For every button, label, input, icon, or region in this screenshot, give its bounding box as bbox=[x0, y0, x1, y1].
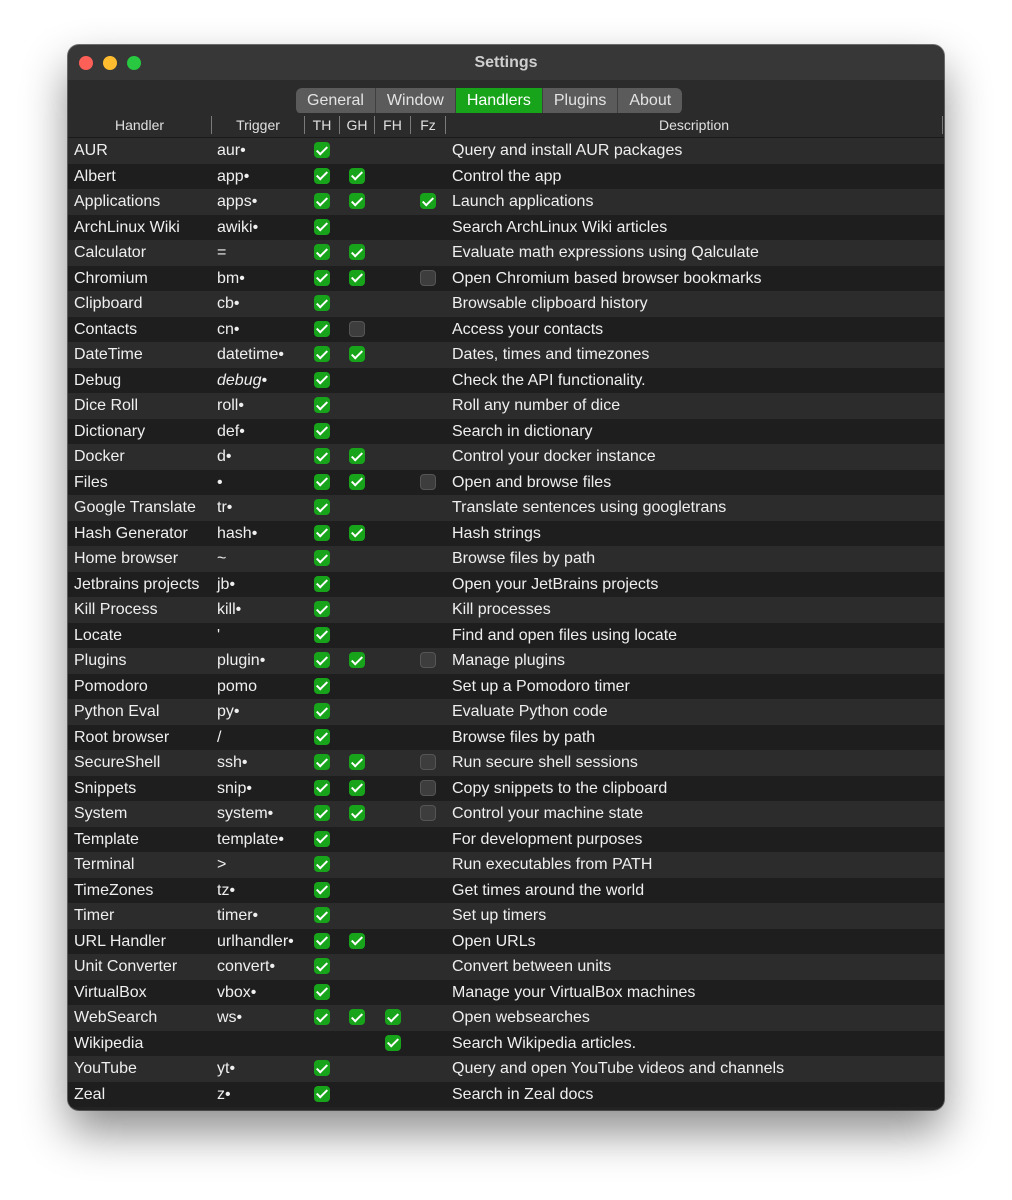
handler-name: URL Handler bbox=[74, 932, 166, 950]
handler-name: Debug bbox=[74, 371, 122, 389]
table-row[interactable] bbox=[68, 215, 944, 241]
table-row[interactable] bbox=[68, 903, 944, 929]
table-row[interactable] bbox=[68, 699, 944, 725]
column-header-gh[interactable]: GH bbox=[346, 117, 368, 133]
gh-checkbox[interactable] bbox=[349, 346, 365, 362]
tab-plugins[interactable]: Plugins bbox=[543, 88, 618, 114]
handler-description: Roll any number of dice bbox=[452, 397, 621, 414]
handler-description: Set up timers bbox=[452, 907, 547, 924]
handler-description: Control your docker instance bbox=[452, 448, 656, 465]
trigger-field[interactable]: jb• bbox=[217, 575, 236, 593]
table-row[interactable] bbox=[68, 648, 944, 674]
trigger-field[interactable]: system• bbox=[217, 805, 274, 822]
handler-description: For development purposes bbox=[452, 830, 643, 848]
handler-name: Applications bbox=[74, 193, 161, 210]
handler-description: Control the app bbox=[452, 167, 562, 185]
table-row[interactable] bbox=[68, 317, 944, 343]
trigger-field[interactable]: ws• bbox=[217, 1009, 243, 1026]
th-checkbox[interactable] bbox=[314, 780, 330, 796]
handler-name: Albert bbox=[74, 167, 116, 185]
trigger-field[interactable]: timer• bbox=[217, 907, 259, 924]
gh-checkbox[interactable] bbox=[349, 652, 365, 668]
handler-description: Convert between units bbox=[452, 958, 612, 975]
trigger-field[interactable]: snip• bbox=[217, 779, 252, 797]
handlers-table-body bbox=[68, 138, 944, 1107]
gh-checkbox[interactable] bbox=[349, 168, 365, 184]
table-row[interactable] bbox=[68, 827, 944, 853]
th-checkbox[interactable] bbox=[314, 601, 330, 617]
table-row[interactable] bbox=[68, 929, 944, 955]
gh-checkbox[interactable] bbox=[349, 448, 365, 464]
table-row[interactable] bbox=[68, 980, 944, 1006]
table-row[interactable] bbox=[68, 572, 944, 598]
table-header bbox=[68, 113, 944, 138]
gh-checkbox[interactable] bbox=[349, 270, 365, 286]
tab-about[interactable]: About bbox=[629, 92, 672, 109]
tab-window[interactable]: Window bbox=[376, 88, 456, 114]
th-checkbox[interactable] bbox=[314, 372, 330, 388]
handler-description: Access your contacts bbox=[452, 320, 604, 338]
handler-name: DateTime bbox=[74, 346, 143, 363]
handler-description: Find and open files using locate bbox=[452, 626, 678, 644]
th-checkbox[interactable] bbox=[314, 499, 330, 515]
trigger-field[interactable]: z• bbox=[217, 1085, 231, 1103]
trigger-field[interactable]: aur• bbox=[217, 142, 246, 159]
column-header-fh[interactable]: FH bbox=[383, 117, 402, 133]
column-header-description[interactable]: Description bbox=[658, 117, 730, 133]
th-checkbox[interactable] bbox=[314, 958, 330, 974]
table-row[interactable] bbox=[68, 674, 944, 700]
th-checkbox[interactable] bbox=[314, 423, 330, 439]
table-row[interactable] bbox=[68, 266, 944, 292]
table-row[interactable] bbox=[68, 393, 944, 419]
trigger-field[interactable]: tr• bbox=[217, 499, 233, 516]
handler-name: Zeal bbox=[74, 1085, 106, 1103]
gh-checkbox[interactable] bbox=[349, 805, 365, 821]
th-checkbox[interactable] bbox=[314, 754, 330, 770]
table-row[interactable] bbox=[68, 546, 944, 572]
trigger-field[interactable]: • bbox=[217, 473, 223, 491]
handler-name: Dictionary bbox=[74, 422, 146, 440]
handler-description: Browsable clipboard history bbox=[452, 295, 648, 312]
th-checkbox[interactable] bbox=[314, 627, 330, 643]
th-checkbox[interactable] bbox=[314, 474, 330, 490]
fz-checkbox[interactable] bbox=[420, 270, 436, 286]
trigger-field[interactable]: = bbox=[217, 244, 227, 261]
fz-checkbox[interactable] bbox=[420, 652, 436, 668]
handler-description: Launch applications bbox=[452, 193, 594, 210]
gh-checkbox[interactable] bbox=[349, 321, 365, 337]
table-row[interactable] bbox=[68, 725, 944, 751]
fz-checkbox[interactable] bbox=[420, 474, 436, 490]
trigger-field[interactable]: def• bbox=[217, 422, 245, 440]
handler-name: Unit Converter bbox=[74, 958, 178, 975]
tab-bar bbox=[296, 88, 682, 114]
handler-name: Contacts bbox=[74, 320, 138, 338]
table-row[interactable] bbox=[68, 342, 944, 368]
th-checkbox[interactable] bbox=[314, 244, 330, 260]
handler-description: Open websearches bbox=[452, 1009, 590, 1026]
th-checkbox[interactable] bbox=[314, 346, 330, 362]
handler-description: Open URLs bbox=[452, 932, 536, 950]
table-row[interactable] bbox=[68, 852, 944, 878]
handler-name: Pomodoro bbox=[74, 677, 148, 695]
th-checkbox[interactable] bbox=[314, 1060, 330, 1076]
handler-description: Hash strings bbox=[452, 524, 541, 542]
table-row[interactable] bbox=[68, 1082, 944, 1108]
th-checkbox[interactable] bbox=[314, 321, 330, 337]
gh-checkbox[interactable] bbox=[349, 244, 365, 260]
trigger-field[interactable]: template• bbox=[217, 830, 284, 848]
tab-general[interactable]: General bbox=[296, 88, 376, 114]
th-checkbox[interactable] bbox=[314, 142, 330, 158]
handler-name: Root browser bbox=[74, 728, 170, 746]
handler-name: Hash Generator bbox=[74, 524, 188, 542]
handler-description: Query and open YouTube videos and channels bbox=[452, 1060, 785, 1077]
handler-description: Control your machine state bbox=[452, 805, 644, 822]
gh-checkbox[interactable] bbox=[349, 525, 365, 541]
gh-checkbox[interactable] bbox=[349, 780, 365, 796]
table-row[interactable] bbox=[68, 470, 944, 496]
table-row[interactable] bbox=[68, 444, 944, 470]
handler-description: Get times around the world bbox=[452, 881, 645, 899]
th-checkbox[interactable] bbox=[314, 270, 330, 286]
table-row[interactable] bbox=[68, 240, 944, 266]
table-row[interactable] bbox=[68, 801, 944, 827]
trigger-field[interactable]: cb• bbox=[217, 295, 240, 312]
settings-window bbox=[68, 45, 944, 1110]
trigger-field[interactable]: kill• bbox=[217, 601, 242, 618]
table-row[interactable] bbox=[68, 750, 944, 776]
table-row[interactable] bbox=[68, 495, 944, 521]
th-checkbox[interactable] bbox=[314, 1009, 330, 1025]
th-checkbox[interactable] bbox=[314, 525, 330, 541]
table-row[interactable] bbox=[68, 623, 944, 649]
th-checkbox[interactable] bbox=[314, 652, 330, 668]
trigger-field[interactable]: plugin• bbox=[217, 652, 266, 669]
trigger-field[interactable]: hash• bbox=[217, 524, 258, 542]
handler-name: Google Translate bbox=[74, 499, 196, 516]
gh-checkbox[interactable] bbox=[349, 474, 365, 490]
trigger-field[interactable]: roll• bbox=[217, 397, 244, 414]
table-row[interactable] bbox=[68, 189, 944, 215]
gh-checkbox[interactable] bbox=[349, 193, 365, 209]
handler-description: Browse files by path bbox=[452, 728, 596, 746]
handler-name: Snippets bbox=[74, 779, 137, 797]
window-title: Settings bbox=[474, 54, 538, 71]
th-checkbox[interactable] bbox=[314, 448, 330, 464]
trigger-field[interactable]: ' bbox=[217, 626, 221, 644]
handler-name: Plugins bbox=[74, 652, 127, 669]
table-row[interactable] bbox=[68, 368, 944, 394]
fz-checkbox[interactable] bbox=[420, 754, 436, 770]
handler-name: Files bbox=[74, 473, 108, 491]
table-row[interactable] bbox=[68, 521, 944, 547]
handler-description: Translate sentences using googletrans bbox=[452, 499, 727, 516]
table-row[interactable] bbox=[68, 776, 944, 802]
table-row[interactable] bbox=[68, 419, 944, 445]
fz-checkbox[interactable] bbox=[420, 780, 436, 796]
handler-name: Terminal bbox=[74, 856, 135, 873]
handler-name: Template bbox=[74, 830, 139, 848]
table-row[interactable] bbox=[68, 954, 944, 980]
handler-description: Open your JetBrains projects bbox=[452, 575, 659, 593]
handler-description: Query and install AUR packages bbox=[452, 142, 683, 159]
handler-name: AUR bbox=[74, 142, 108, 159]
handler-description: Open Chromium based browser bookmarks bbox=[452, 269, 762, 287]
fh-checkbox[interactable] bbox=[385, 1035, 401, 1051]
trigger-field[interactable]: urlhandler• bbox=[217, 932, 294, 950]
handler-name: YouTube bbox=[74, 1060, 137, 1077]
handler-name: Jetbrains projects bbox=[74, 575, 200, 593]
table-row[interactable] bbox=[68, 1056, 944, 1082]
handler-name: System bbox=[74, 805, 128, 822]
handler-description: Kill processes bbox=[452, 601, 551, 618]
table-row[interactable] bbox=[68, 164, 944, 190]
handler-name: TimeZones bbox=[74, 881, 154, 899]
handler-name: Clipboard bbox=[74, 295, 143, 312]
trigger-field[interactable]: bm• bbox=[217, 269, 245, 287]
handler-name: Calculator bbox=[74, 244, 147, 261]
column-divider[interactable] bbox=[942, 116, 943, 134]
handler-name: Home browser bbox=[74, 550, 179, 567]
trigger-field[interactable]: yt• bbox=[217, 1060, 236, 1077]
handler-description: Manage your VirtualBox machines bbox=[452, 983, 696, 1001]
th-checkbox[interactable] bbox=[314, 295, 330, 311]
handler-name: Docker bbox=[74, 448, 125, 465]
handler-description: Evaluate Python code bbox=[452, 703, 608, 720]
th-checkbox[interactable] bbox=[314, 397, 330, 413]
handler-name: Locate bbox=[74, 626, 123, 644]
th-checkbox[interactable] bbox=[314, 576, 330, 592]
fz-checkbox[interactable] bbox=[420, 805, 436, 821]
column-header-fz[interactable]: Fz bbox=[420, 117, 436, 133]
table-row[interactable] bbox=[68, 138, 944, 164]
title-bar[interactable] bbox=[68, 45, 944, 80]
trigger-field[interactable]: ~ bbox=[217, 550, 227, 567]
handler-name: Dice Roll bbox=[74, 397, 139, 414]
gh-checkbox[interactable] bbox=[349, 754, 365, 770]
table-row[interactable] bbox=[68, 291, 944, 317]
th-checkbox[interactable] bbox=[314, 882, 330, 898]
gh-checkbox[interactable] bbox=[349, 1009, 365, 1025]
th-checkbox[interactable] bbox=[314, 805, 330, 821]
handler-name: WebSearch bbox=[74, 1009, 158, 1026]
th-checkbox[interactable] bbox=[314, 984, 330, 1000]
th-checkbox[interactable] bbox=[314, 219, 330, 235]
trigger-field[interactable]: vbox• bbox=[217, 983, 257, 1001]
handler-description: Search Wikipedia articles. bbox=[452, 1034, 637, 1052]
handler-name: Timer bbox=[74, 907, 115, 924]
trigger-field[interactable]: / bbox=[217, 728, 222, 746]
handler-description: Manage plugins bbox=[452, 652, 565, 669]
handler-name: ArchLinux Wiki bbox=[74, 218, 180, 236]
th-checkbox[interactable] bbox=[314, 729, 330, 745]
handler-description: Run secure shell sessions bbox=[452, 754, 638, 771]
trigger-field[interactable]: app• bbox=[217, 167, 250, 185]
th-checkbox[interactable] bbox=[314, 168, 330, 184]
table-row[interactable] bbox=[68, 597, 944, 623]
handler-name: Kill Process bbox=[74, 601, 158, 618]
handler-name: Chromium bbox=[74, 269, 148, 287]
th-checkbox[interactable] bbox=[314, 831, 330, 847]
trigger-field[interactable]: > bbox=[217, 856, 227, 873]
table-row[interactable] bbox=[68, 878, 944, 904]
table-row[interactable] bbox=[68, 1031, 944, 1057]
handler-description: Run executables from PATH bbox=[452, 856, 653, 873]
handler-name: Wikipedia bbox=[74, 1034, 144, 1052]
th-checkbox[interactable] bbox=[314, 856, 330, 872]
trigger-field[interactable]: cn• bbox=[217, 320, 240, 338]
trigger-field[interactable]: debug• bbox=[217, 371, 268, 389]
th-checkbox[interactable] bbox=[314, 1086, 330, 1102]
handler-description: Search ArchLinux Wiki articles bbox=[452, 218, 668, 236]
trigger-field[interactable]: datetime• bbox=[217, 346, 284, 363]
column-header-trigger[interactable]: Trigger bbox=[236, 117, 280, 133]
trigger-field[interactable]: ssh• bbox=[217, 754, 248, 771]
trigger-field[interactable]: apps• bbox=[217, 193, 258, 210]
trigger-field[interactable]: d• bbox=[217, 448, 232, 465]
trigger-field[interactable]: convert• bbox=[217, 958, 276, 975]
handler-description: Search in dictionary bbox=[452, 422, 593, 440]
tab-handlers[interactable]: Handlers bbox=[456, 88, 543, 114]
fz-checkbox[interactable] bbox=[420, 193, 436, 209]
handler-description: Evaluate math expressions using Qalculate bbox=[452, 244, 759, 261]
th-checkbox[interactable] bbox=[314, 907, 330, 923]
th-checkbox[interactable] bbox=[314, 703, 330, 719]
handler-description: Dates, times and timezones bbox=[452, 346, 650, 363]
trigger-field[interactable]: py• bbox=[217, 703, 240, 720]
trigger-field[interactable]: awiki• bbox=[217, 218, 259, 236]
th-checkbox[interactable] bbox=[314, 550, 330, 566]
gh-checkbox[interactable] bbox=[349, 933, 365, 949]
handler-description: Search in Zeal docs bbox=[452, 1085, 594, 1103]
table-row[interactable] bbox=[68, 1005, 944, 1031]
column-header-th[interactable]: TH bbox=[312, 117, 332, 133]
handler-description: Open and browse files bbox=[452, 473, 612, 491]
column-header-handler[interactable]: Handler bbox=[114, 117, 165, 133]
trigger-field[interactable]: pomo bbox=[217, 677, 258, 695]
fh-checkbox[interactable] bbox=[385, 1009, 401, 1025]
th-checkbox[interactable] bbox=[314, 933, 330, 949]
th-checkbox[interactable] bbox=[314, 678, 330, 694]
handler-description: Set up a Pomodoro timer bbox=[452, 677, 630, 695]
trigger-field[interactable]: tz• bbox=[217, 881, 236, 899]
handler-description: Copy snippets to the clipboard bbox=[452, 779, 668, 797]
handler-name: SecureShell bbox=[74, 754, 161, 771]
handler-description: Browse files by path bbox=[452, 550, 596, 567]
handler-description: Check the API functionality. bbox=[452, 371, 646, 389]
th-checkbox[interactable] bbox=[314, 193, 330, 209]
handler-name: Python Eval bbox=[74, 703, 160, 720]
handler-name: VirtualBox bbox=[74, 983, 147, 1001]
